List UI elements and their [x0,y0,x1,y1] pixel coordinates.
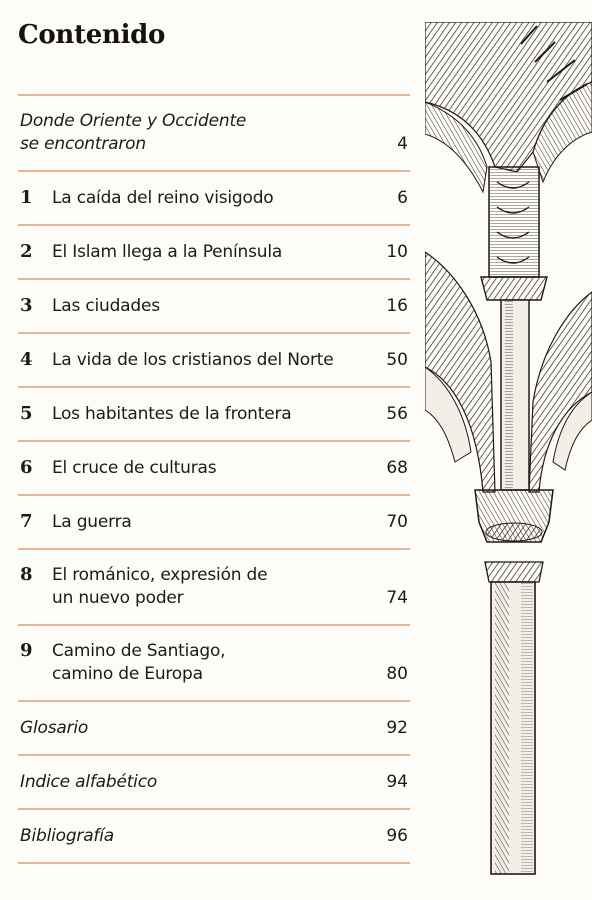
chapter-number: 1 [20,187,33,208]
chapter-title-line: El románico, expresión de [52,565,268,585]
chapter-title [52,241,282,264]
chapter-title [52,295,160,318]
chapter-title [52,640,225,686]
chapter-title-line: Camino de Santiago, [52,641,226,661]
chapter-number: 7 [20,511,33,532]
chapter-title [52,511,132,534]
toc-entry[interactable] [18,702,410,740]
chapter-number: 3 [20,295,33,316]
chapter-title [20,717,88,740]
page-number: 74 [386,588,408,608]
table-of-contents [18,94,410,864]
chapter-title-line: La caída del reino visigodo [52,188,274,208]
page-number: 70 [386,512,408,532]
chapter-title-line: Donde Oriente y Occidente [20,111,247,131]
toc-entry[interactable] [18,550,410,610]
chapter-title-line: El cruce de culturas [52,458,217,478]
chapter-number: 5 [20,403,33,424]
toc-entry[interactable] [18,810,410,848]
chapter-title-line: Las ciudades [52,296,160,316]
toc-entry-left [20,187,274,210]
toc-entry[interactable] [18,388,410,426]
page-number: 10 [386,242,408,262]
toc-entry[interactable] [18,626,410,686]
page-number: 6 [397,188,408,208]
toc-entry-left [20,564,267,610]
chapter-title [52,403,292,426]
toc-entry-left [20,403,292,426]
chapter-number: 9 [20,640,33,661]
chapter-title [52,187,274,210]
page-number: 56 [386,404,408,424]
chapter-number: 8 [20,564,33,585]
toc-entry[interactable] [18,334,410,372]
page-number: 80 [386,664,408,684]
page-number: 16 [386,296,408,316]
toc-entry-left [20,457,216,480]
page-number: 50 [386,350,408,370]
toc-entry[interactable] [18,96,410,156]
toc-entry-left [20,295,160,318]
page-title: Contenido [18,20,166,50]
chapter-title [20,825,114,848]
chapter-title [52,564,267,610]
toc-entry-left [20,241,282,264]
page-number: 94 [386,772,408,792]
chapter-title-line: Bibliografía [20,826,114,846]
toc-entry[interactable] [18,280,410,318]
moorish-column-engraving-icon [425,22,592,878]
toc-entry[interactable] [18,172,410,210]
divider-rule [18,862,410,864]
toc-entry[interactable] [18,442,410,480]
page-number: 4 [397,134,408,154]
chapter-number: 2 [20,241,33,262]
chapter-title-line: Indice alfabético [20,772,158,792]
toc-entry-left [20,349,334,372]
chapter-title [52,457,216,480]
toc-entry[interactable] [18,496,410,534]
toc-entry-left [20,640,225,686]
page-number: 92 [386,718,408,738]
toc-entry-left [20,717,88,740]
chapter-number: 6 [20,457,33,478]
toc-entry[interactable] [18,756,410,794]
toc-entry-left [20,511,132,534]
chapter-title-line: un nuevo poder [52,588,184,608]
chapter-title [20,110,246,156]
chapter-title-line: La vida de los cristianos del Norte [52,350,334,370]
chapter-title-line: Los habitantes de la frontera [52,404,292,424]
chapter-title-line: se encontraron [20,134,146,154]
page-number: 68 [386,458,408,478]
chapter-title-line: Glosario [20,718,89,738]
page-number: 96 [386,826,408,846]
chapter-title-line: camino de Europa [52,664,203,684]
chapter-title-line: La guerra [52,512,132,532]
chapter-number: 4 [20,349,33,370]
toc-entry[interactable] [18,226,410,264]
chapter-title-line: El Islam llega a la Península [52,242,283,262]
toc-entry-left [20,110,246,156]
chapter-title [52,349,334,372]
chapter-title [20,771,157,794]
toc-entry-left [20,771,157,794]
toc-entry-left [20,825,114,848]
